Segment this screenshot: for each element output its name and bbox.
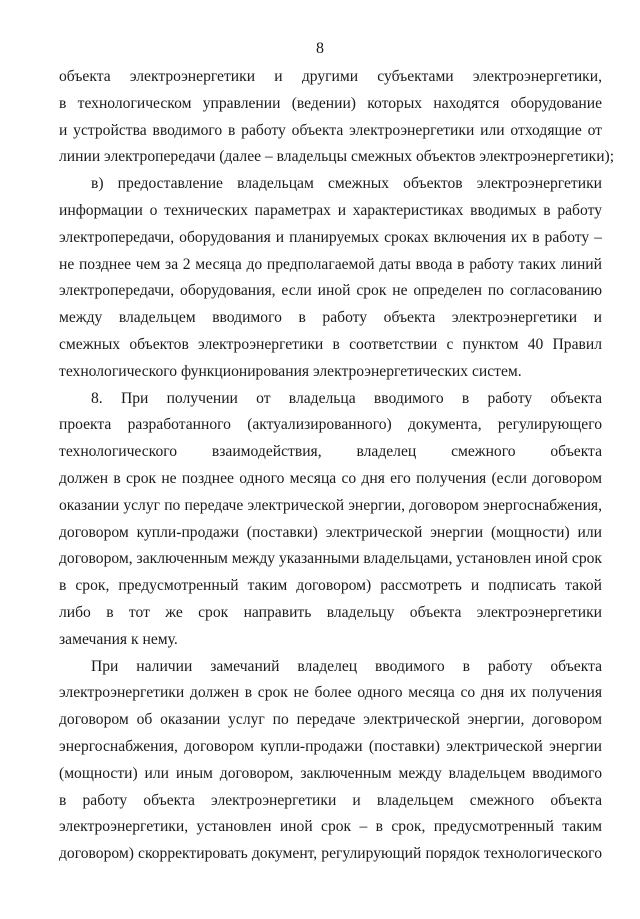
text-line: должен в срок не позднее одного месяца со дня его получения (если договором (59, 469, 602, 487)
text-line: электроэнергетики, установлен иной срок – в срок, предусмотренный таким (59, 818, 602, 836)
text-line: технологического взаимодействия, владелец смежного объекта (59, 443, 602, 461)
text-line: договором) скорректировать документ, регулирующий порядок технологического (59, 845, 602, 863)
text-line: между владельцем вводимого в работу объекта электроэнергетики и (59, 309, 602, 327)
text-line: технологического функционирования электроэнергетических систем. (59, 362, 522, 380)
text-line: не позднее чем за 2 месяца до предполагаемой даты ввода в работу таких линий (59, 255, 602, 273)
text-line: оказании услуг по передаче электрической энергии, договором энергоснабжения, (59, 496, 602, 514)
body-text (59, 64, 615, 868)
text-line: энергоснабжения, договором купли-продажи (поставки) электрической энергии (59, 737, 602, 755)
text-line: договором купли-продажи (поставки) электрической энергии (мощности) или (59, 523, 602, 541)
text-line: замечания к нему. (59, 630, 178, 648)
text-line: электроэнергетики должен в срок не более одного месяца со дня их получения (59, 684, 602, 702)
text-line: (мощности) или иным договором, заключенным между владельцем вводимого (59, 764, 602, 782)
text-line: смежных объектов электроэнергетики в соответствии с пунктом 40 Правил (59, 335, 602, 353)
text-line: линии электропередачи (далее – владельцы смежных объектов электроэнергетики); (59, 148, 615, 166)
text-line: электропередачи, оборудования, если иной срок не определен по согласованию (59, 282, 602, 300)
text-line: договором об оказании услуг по передаче электрической энергии, договором (59, 711, 602, 729)
text-line: договором, заключенным между указанными владельцами, установлен иной срок (59, 550, 602, 568)
text-line: проекта разработанного (актуализированного) документа, регулирующего (59, 416, 602, 434)
text-line: в работу объекта электроэнергетики и владельцем смежного объекта (59, 791, 602, 809)
text-line: в технологическом управлении (ведении) которых находятся оборудование (59, 94, 602, 112)
text-line: При наличии замечаний владелец вводимого в работу объекта (91, 657, 602, 675)
text-line: объекта электроэнергетики и другими субъектами электроэнергетики, (59, 68, 602, 85)
text-line: в) предоставление владельцам смежных объектов электроэнергетики (91, 175, 602, 193)
text-line: либо в тот же срок направить владельцу объекта электроэнергетики (59, 603, 602, 621)
text-line: информации о технических параметрах и характеристиках вводимых в работу (59, 201, 602, 219)
text-line: и устройства вводимого в работу объекта электроэнергетики или отходящие от (59, 121, 602, 139)
page-number: 8 (316, 40, 324, 57)
text-line: 8. При получении от владельца вводимого в работу объекта (91, 389, 602, 407)
text-line: электропередачи, оборудования и планируемых сроках включения их в работу – (59, 228, 602, 246)
text-line: в срок, предусмотренный таким договором) рассмотреть и подписать такой (59, 577, 602, 595)
